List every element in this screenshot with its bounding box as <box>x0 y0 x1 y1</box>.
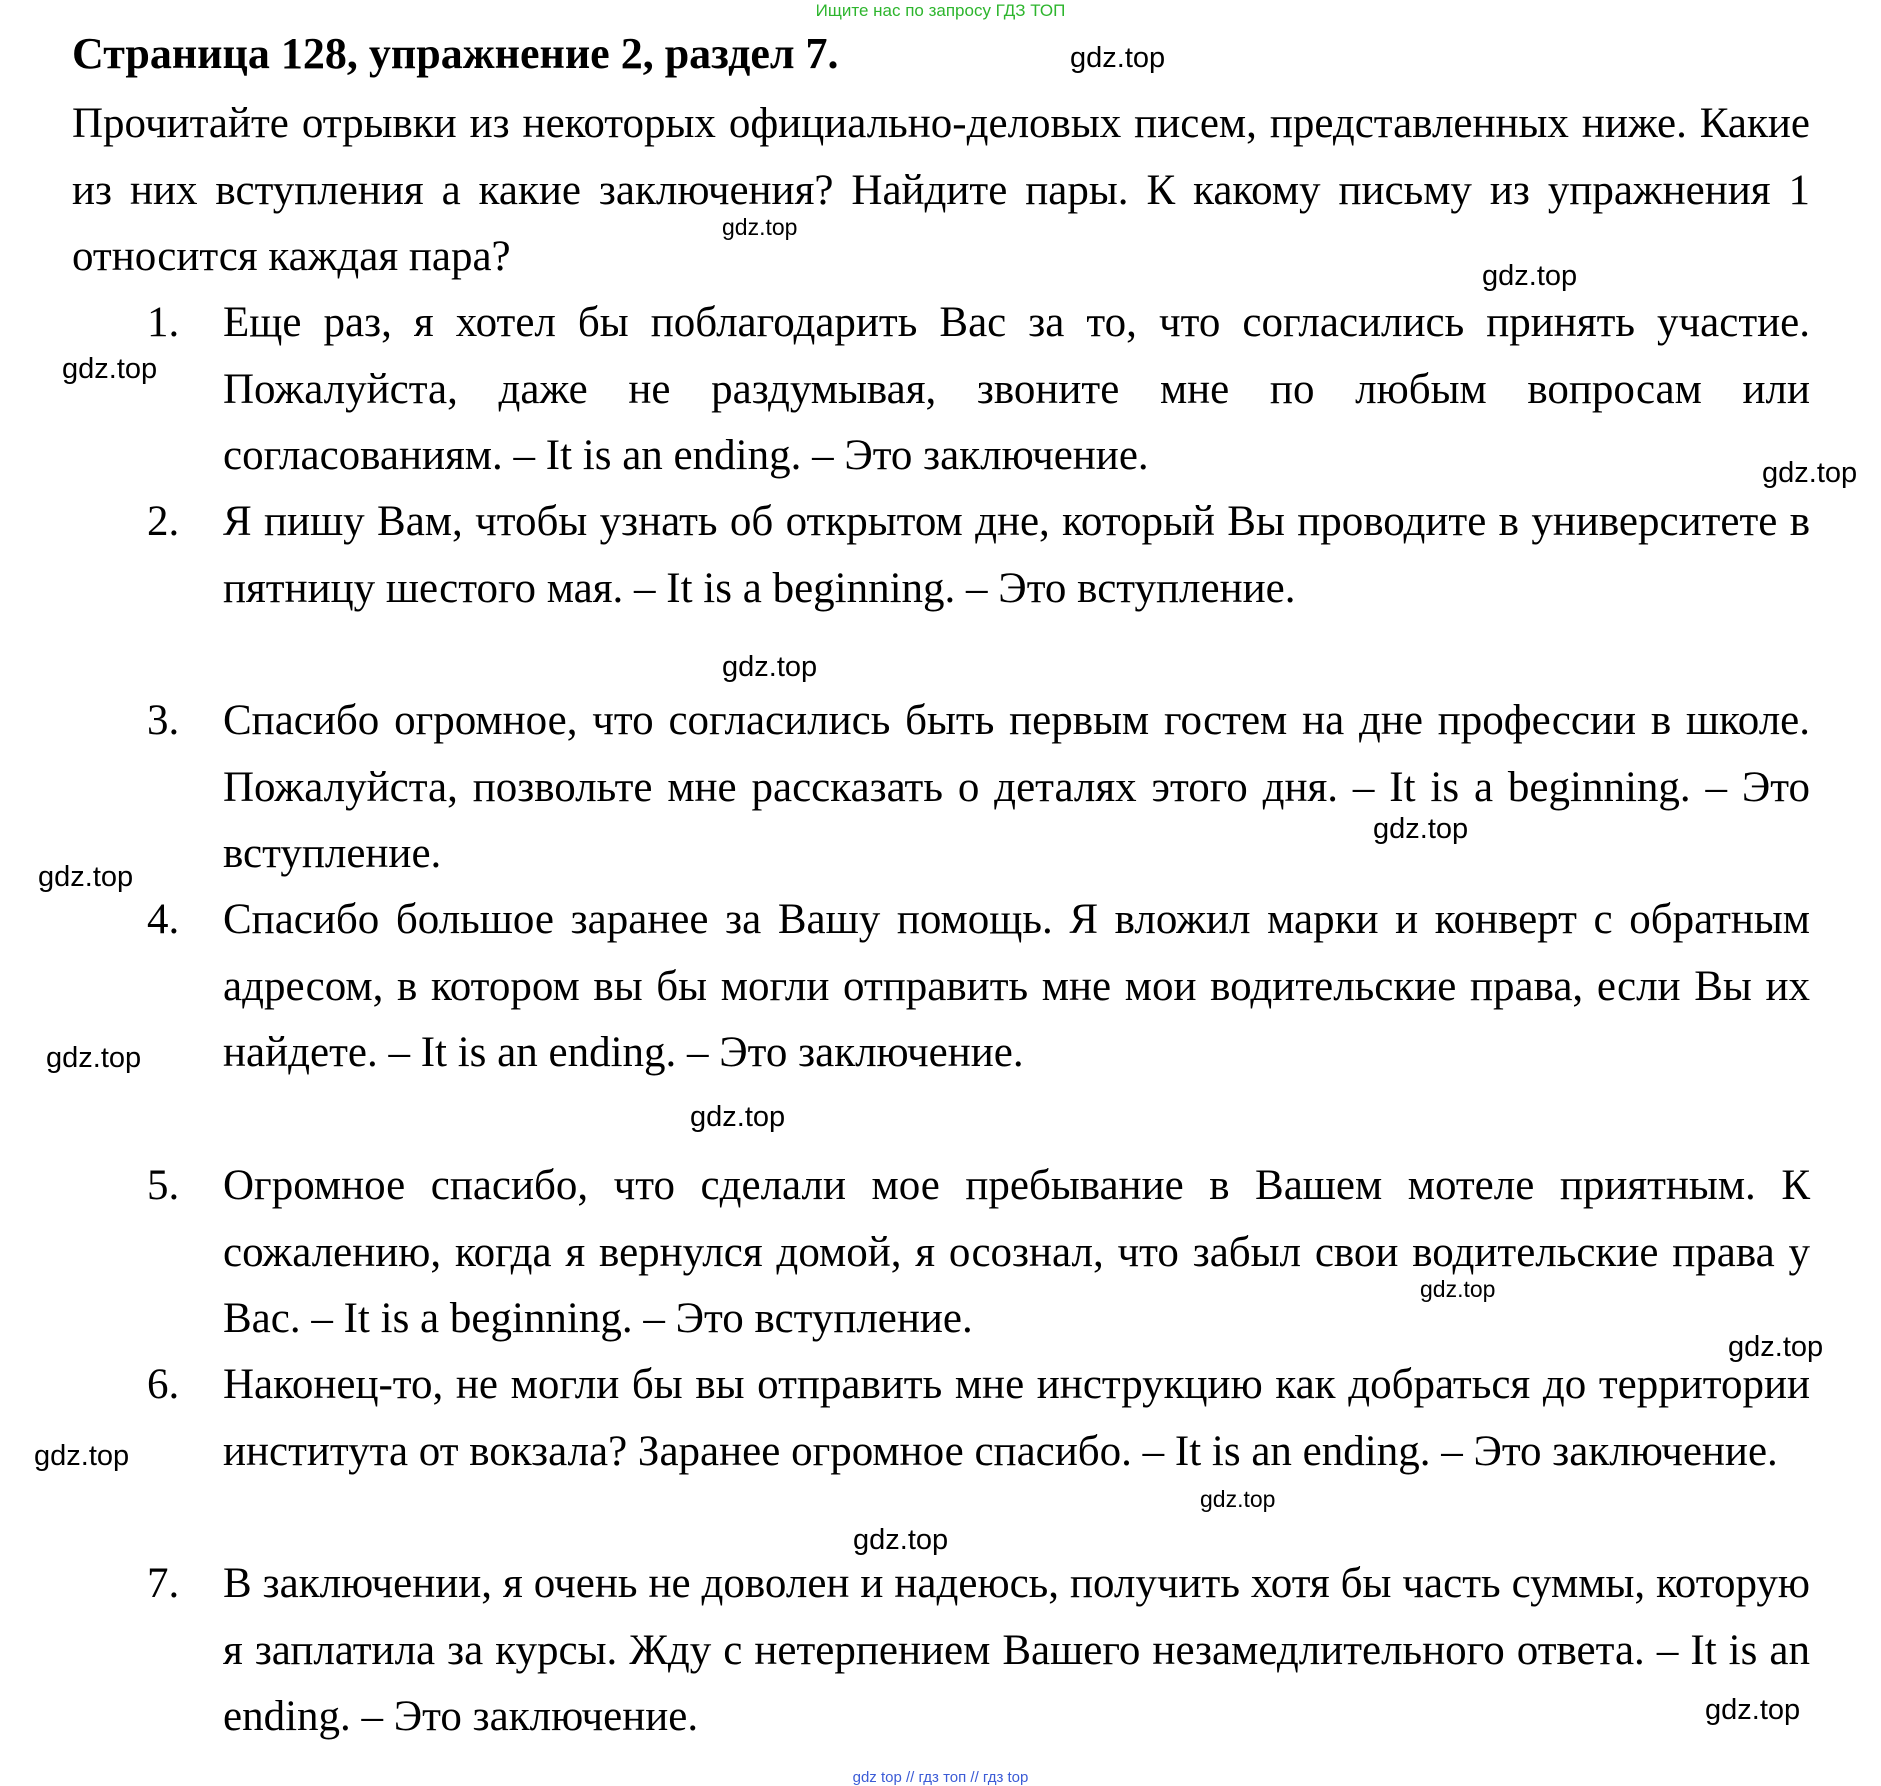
watermark: gdz.top <box>1762 457 1858 489</box>
list-item: Наконец-то, не могли бы вы отправить мне инструкцию как добраться до территории института от вокзала? Заранее огромное спасибо. – It is an ending. – Это заключение. <box>223 1361 1810 1475</box>
watermark: gdz.top <box>1373 813 1469 845</box>
list-item: Спасибо большое заранее за Вашу помощь. Я вложил марки и конверт с обратным адресом, в котором вы бы могли отправить мне мои водительские права, если Вы их найдете. – It is an ending. – Это заключение. <box>223 896 1810 1076</box>
list-item-number: 2. <box>147 498 180 545</box>
list-item-number: 5. <box>147 1162 180 1209</box>
watermark: gdz.top <box>1705 1694 1801 1726</box>
list-item-number: 7. <box>147 1560 180 1607</box>
watermark: gdz.top <box>34 1440 130 1472</box>
page-title: Страница 128, упражнение 2, раздел 7. <box>72 29 839 78</box>
watermark: gdz.top <box>722 651 818 683</box>
list-item-number: 3. <box>147 697 180 744</box>
list-item: Я пишу Вам, чтобы узнать об открытом дне, который Вы проводите в университете в пятницу шестого мая. – It is a beginning. – Это вступление. <box>223 498 1810 612</box>
list-item-number: 6. <box>147 1361 180 1408</box>
watermark: gdz.top <box>690 1101 786 1133</box>
exercise-instruction: Прочитайте отрывки из некоторых официально-деловых писем, представленных ниже. Какие из них вступления а какие заключения? Найдите пары. К какому письму из упражнения 1 относится каждая пара? <box>72 100 1810 280</box>
list-item: В заключении, я очень не доволен и надеюсь, получить хотя бы часть суммы, которую я заплатила за курсы. Жду с нетерпением Вашего незамедлительного ответа. – It is an ending. – Это заключение. <box>223 1560 1810 1740</box>
list-item-number: 1. <box>147 299 180 346</box>
footer-watermark: gdz top // гдз топ // гдз top <box>852 1769 1029 1786</box>
watermark: gdz.top <box>1070 42 1166 74</box>
list-item: Еще раз, я хотел бы поблагодарить Вас за то, что согласились принять участие. Пожалуйста, даже не раздумывая, звоните мне по любым вопросам или согласованиям. – It is an ending. – Это заключение. <box>223 299 1810 479</box>
watermark: gdz.top <box>1420 1276 1496 1302</box>
list-item: Спасибо огромное, что согласились быть первым гостем на дне профессии в школе. Пожалуйста, позвольте мне рассказать о деталях этого дня. – It is a beginning. – Это вступление. <box>223 697 1810 877</box>
list-item-number: 4. <box>147 896 180 943</box>
watermark: gdz.top <box>853 1524 949 1556</box>
watermark: gdz.top <box>38 861 134 893</box>
watermark: gdz.top <box>46 1042 142 1074</box>
watermark: gdz.top <box>62 353 158 385</box>
watermark: gdz.top <box>1482 260 1578 292</box>
watermark: gdz.top <box>722 214 798 240</box>
list-item: Огромное спасибо, что сделали мое пребывание в Вашем мотеле приятным. К сожалению, когда я вернулся домой, я осознал, что забыл свои водительские права у Вас. – It is a beginning. – Это вступление. <box>223 1162 1810 1342</box>
watermark: gdz.top <box>1200 1486 1276 1512</box>
watermark: gdz.top <box>1728 1331 1824 1363</box>
top-banner: Ищите нас по запросу ГДЗ ТОП <box>815 1 1066 20</box>
